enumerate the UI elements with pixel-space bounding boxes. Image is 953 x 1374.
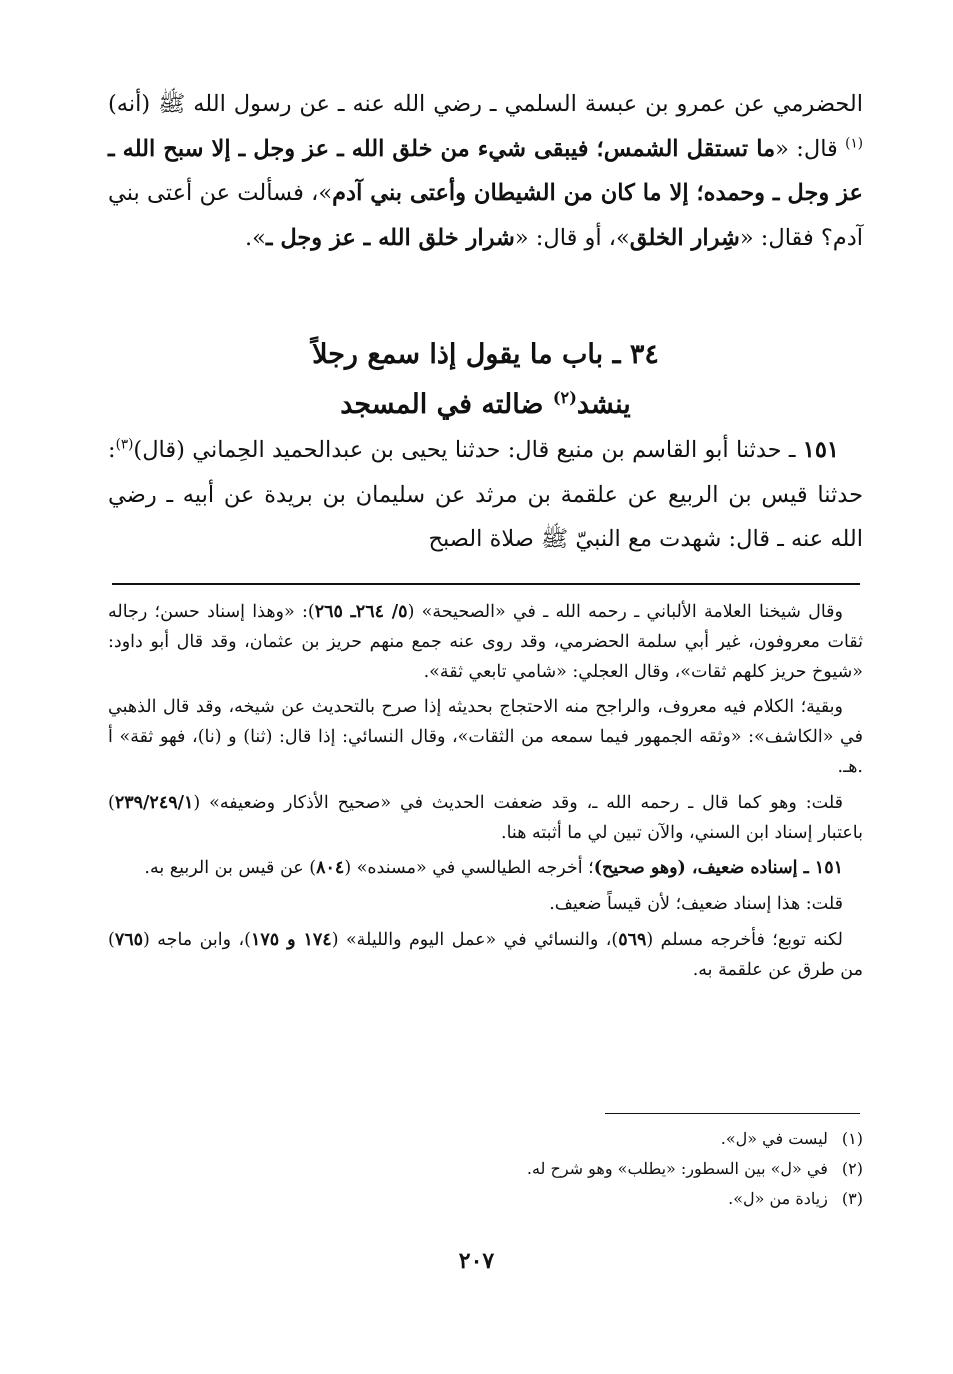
text-run: ) من طرق عن علقمة به. [108,929,863,980]
footnote-text: زيادة من «ل». [728,1189,828,1208]
text-run: )، وابن ماجه ( [143,929,251,950]
text-run: ): «وهذا إسناد حسن؛ رجاله ثقات معروفون، غير أبي سلمة الحضرمي، وقد روى عنه جمع منهم حريز بن عثمان، وقد قال أبو داود: «شيوخ حريز كلهم ثقات»، وقال العجلي: «شامي تابعي ثقة». [108,602,863,682]
text-run: ) عن قيس بن الربيع به. [144,858,317,879]
text-run: ) باعتبار إسناد ابن السني، والآن تبين لي ما أثبته هنا. [108,792,863,843]
bold-text: ١٧٤ و ١٧٥ [250,929,332,950]
footnote-text: ليست في «ل». [720,1129,828,1148]
chapter-title-line-2 [108,380,863,430]
footnote [108,1154,863,1184]
bold-text: ٢٣٩/٢٤٩/١ [114,792,194,813]
bold-text: شرار خلق الله ـ عز وجل ـ [265,224,515,251]
bold-text: ٥٦٩ [618,929,647,950]
text-run: وقال شيخنا العلامة الألباني ـ رحمه الله ـ في «الصحيحة» ( [407,602,843,622]
text-run: لكنه توبع؛ فأخرجه مسلم ( [646,929,843,950]
text-run: وبقية؛ الكلام فيه معروف، والراجح منه الاحتجاج بحديثه إذا صرح بالتحديث عن شيخه، وقد قال الذهبي في «الكاشف»: «وثقه الجمهور فيما سمعه من الثقات»، وقال النسائي: إذا قال: (ثنا) و (نا)، فهو ثقة» أ .هـ. [108,697,863,777]
bold-text: ما تستقل الشمس؛ فيبقى شيء من خلق الله ـ عز وجل ـ إلا سبح الله ـ عز وجل ـ وحمده؛ إلا ما كان من الشيطان وأعتى بني آدم [108,135,863,206]
text-run: ينشد [576,389,631,420]
text-run: ؛ أخرجه الطيالسي في «مسنده» ( [344,858,594,879]
commentary-paragraph [108,789,863,849]
footnote [108,1124,863,1154]
text-run: قلت: وهو كما قال ـ رحمه الله ـ، وقد ضعفت الحديث في «صحيح الأذكار وضعيفه» ( [193,792,843,813]
footnote-ref[interactable]: (١) [845,135,863,151]
bold-text: ٨٠٤ [316,858,345,879]
section-divider [112,583,860,585]
text-run: »، فسألت عن أعتى بني آدم؟ فقال: « [108,180,863,251]
footnote-number: (٢) [841,1159,863,1178]
text-run: قلت: هذا إسناد ضعيف؛ لأن قيساً ضعيف. [549,894,843,915]
commentary-paragraph [108,598,863,687]
footnote-divider [605,1113,860,1114]
commentary-paragraph [108,890,863,920]
bold-text: شِرار الخلق [629,224,740,251]
footnote-ref[interactable]: (٢) [552,388,577,407]
bold-text: ٥/ ٢٦٤ـ ٢٦٥ [314,602,408,622]
hadith-number: ١٥١ [802,437,839,463]
bold-text: ٧٦٥ [114,929,144,950]
footnote-number: (١) [841,1129,863,1148]
chapter-title-line-1: ٣٤ ـ باب ما يقول إذا سمع رجلاً [312,339,659,370]
footnotes [108,1124,863,1214]
footnote-number: (٣) [841,1189,863,1208]
text-run: ». [245,224,266,251]
commentary-paragraph [108,854,863,884]
footnote-text: في «ل» بين السطور: «يطلب» وهو شرح له. [526,1159,828,1178]
text-run: الحضرمي عن عمرو بن عبسة السلمي ـ رضي الله عنه ـ عن رسول الله ﷺ (أنه) [108,91,863,117]
page-number: ٢٠٧ [458,1248,495,1274]
commentary-section [108,598,863,992]
text-run: ـ حدثنا أبو القاسم بن منيع قال: حدثنا يحيى بن عبدالحميد الحِماني (قال) [133,437,803,463]
text-run: ضالته في المسجد [340,389,553,420]
paragraph [108,428,863,562]
commentary-paragraph [108,926,863,986]
commentary-paragraph [108,693,863,782]
text-run: »، أو قال: « [514,224,630,251]
text-run: )، والنسائي في «عمل اليوم والليلة» ( [331,929,619,950]
hadith-number: ١٥١ [814,858,843,879]
bold-text: ـ إسناده ضعيف، (وهو صحيح) [593,858,815,879]
text-run: : حدثنا قيس بن الربيع عن علقمة بن مرثد عن سليمان بن بريدة عن أبيه ـ رضي الله عنه ـ قال: شهدت مع النبيّ ﷺ صلاة الصبح [108,437,863,552]
chapter-heading [108,330,863,430]
text-run: قال: « [775,135,846,162]
footnote [108,1184,863,1214]
footnote-ref[interactable]: (٣) [115,436,134,453]
hadith-text [108,428,863,562]
paragraph [108,82,863,260]
main-text-continuation [108,82,863,260]
